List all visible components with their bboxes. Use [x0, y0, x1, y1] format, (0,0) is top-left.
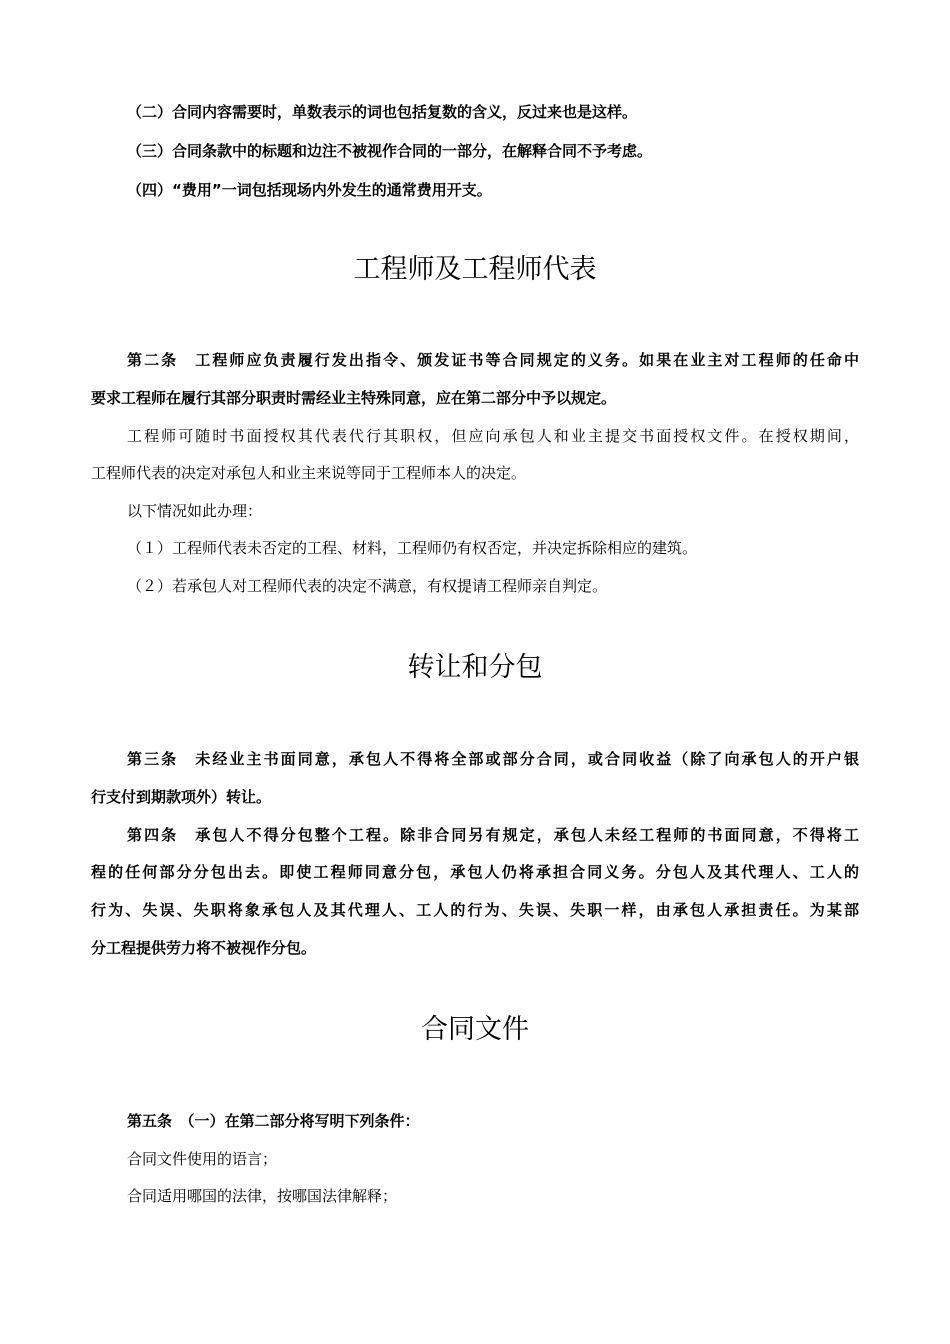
engineer-para-3: 以下情况如此办理：	[127, 502, 263, 520]
article-5: 第五条 （一）在第二部分将写明下列条件：	[127, 1112, 420, 1130]
engineer-para-5: （２）若承包人对工程师代表的决定不满意，有权提请工程师亲自判定。	[127, 577, 608, 595]
engineer-para-4: （１）工程师代表未否定的工程、材料，工程师仍有权否定，并决定拆除相应的建筑。	[127, 539, 698, 557]
article-4-line-3: 行为、失误、失职将象承包人及其代理人、工人的行为、失误、失职一样，由承包人承担责任。为某部	[91, 901, 859, 919]
article-4-line-2: 程的任何部分分包出去。即使工程师同意分包，承包人仍将承担合同义务。分包人及其代理人、工人的	[91, 863, 859, 881]
article-4-line-1: 第四条 承包人不得分包整个工程。除非合同另有规定，承包人未经工程师的书面同意，不得将工	[127, 826, 859, 844]
article-3-line-2: 行支付到期款项外）转让。	[91, 788, 272, 806]
section-heading-documents: 合同文件	[421, 1014, 529, 1045]
clause-item-4: （四）“费用”一词包括现场内外发生的通常费用开支。	[127, 181, 492, 199]
engineer-para-2-line-1: 工程师可随时书面授权其代表代行其职权，但应向承包人和业主提交书面授权文件。在授权期间，	[127, 427, 859, 445]
section-heading-assignment: 转让和分包	[407, 652, 543, 683]
article-2-line-1: 第二条 工程师应负责履行发出指令、颁发证书等合同规定的义务。如果在业主对工程师的任命中	[127, 351, 859, 369]
documents-para-2: 合同文件使用的语言；	[127, 1150, 278, 1168]
clause-item-2: （二）合同内容需要时，单数表示的词也包括复数的含义，反过来也是这样。	[127, 103, 638, 121]
article-4-line-4: 分工程提供劳力将不被视作分包。	[91, 939, 317, 957]
section-heading-engineer: 工程师及工程师代表	[353, 254, 597, 285]
article-3-line-1: 第三条 未经业主书面同意，承包人不得将全部或部分合同，或合同收益（除了向承包人的开户银	[127, 750, 859, 768]
engineer-para-2-line-2: 工程师代表的决定对承包人和业主来说等同于工程师本人的决定。	[91, 464, 527, 482]
clause-item-3: （三）合同条款中的标题和边注不被视作合同的一部分，在解释合同不予考虑。	[127, 142, 653, 160]
article-2-line-2: 要求工程师在履行其部分职责时需经业主特殊同意，应在第二部分中予以规定。	[91, 389, 617, 407]
documents-para-3: 合同适用哪国的法律，按哪国法律解释；	[127, 1187, 398, 1205]
